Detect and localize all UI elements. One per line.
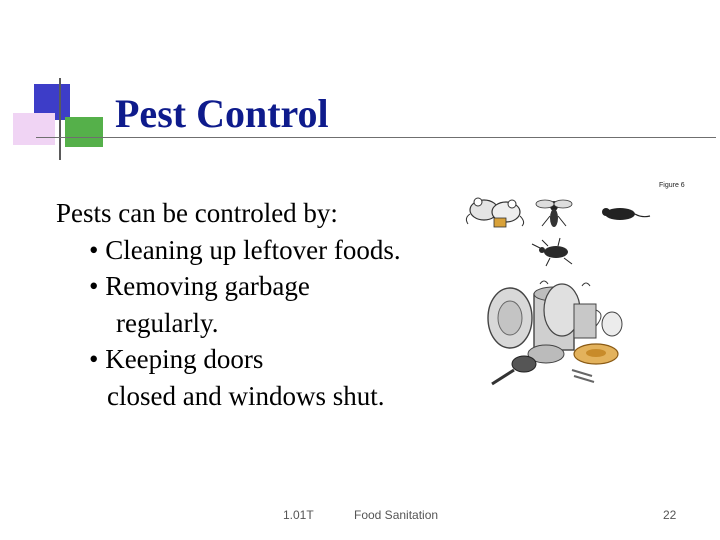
title-underline [36,137,716,138]
footer-page-number: 22 [663,508,677,522]
figure-caption: Figure 6 [659,182,685,189]
decorative-pink-square [13,113,55,145]
bullet-removing-garbage: • Removing garbage [89,271,310,301]
wasp-icon [536,200,572,227]
bullet-cleaning: • Cleaning up leftover foods. [89,234,401,265]
dirty-dishes-icon [488,281,622,384]
bullet-removing-garbage-cont: regularly. [116,307,219,338]
bullet-keeping-doors-cont: closed and windows shut. [107,380,385,411]
intro-text: Pests can be controled by: [56,198,338,228]
rat-icon [602,208,650,220]
bullet-keeping-doors: • Keeping doors [89,344,264,374]
decorative-vertical-line [59,78,61,160]
pests-and-dishes-illustration [462,188,692,398]
footer-topic: Food Sanitation [354,508,439,522]
slide-title: Pest Control [115,91,329,136]
footer-course-code: 1.01T [283,508,314,522]
slide-body [56,195,401,414]
mice-icon [466,198,523,227]
decorative-green-square [65,117,103,147]
cockroach-icon [532,238,572,266]
